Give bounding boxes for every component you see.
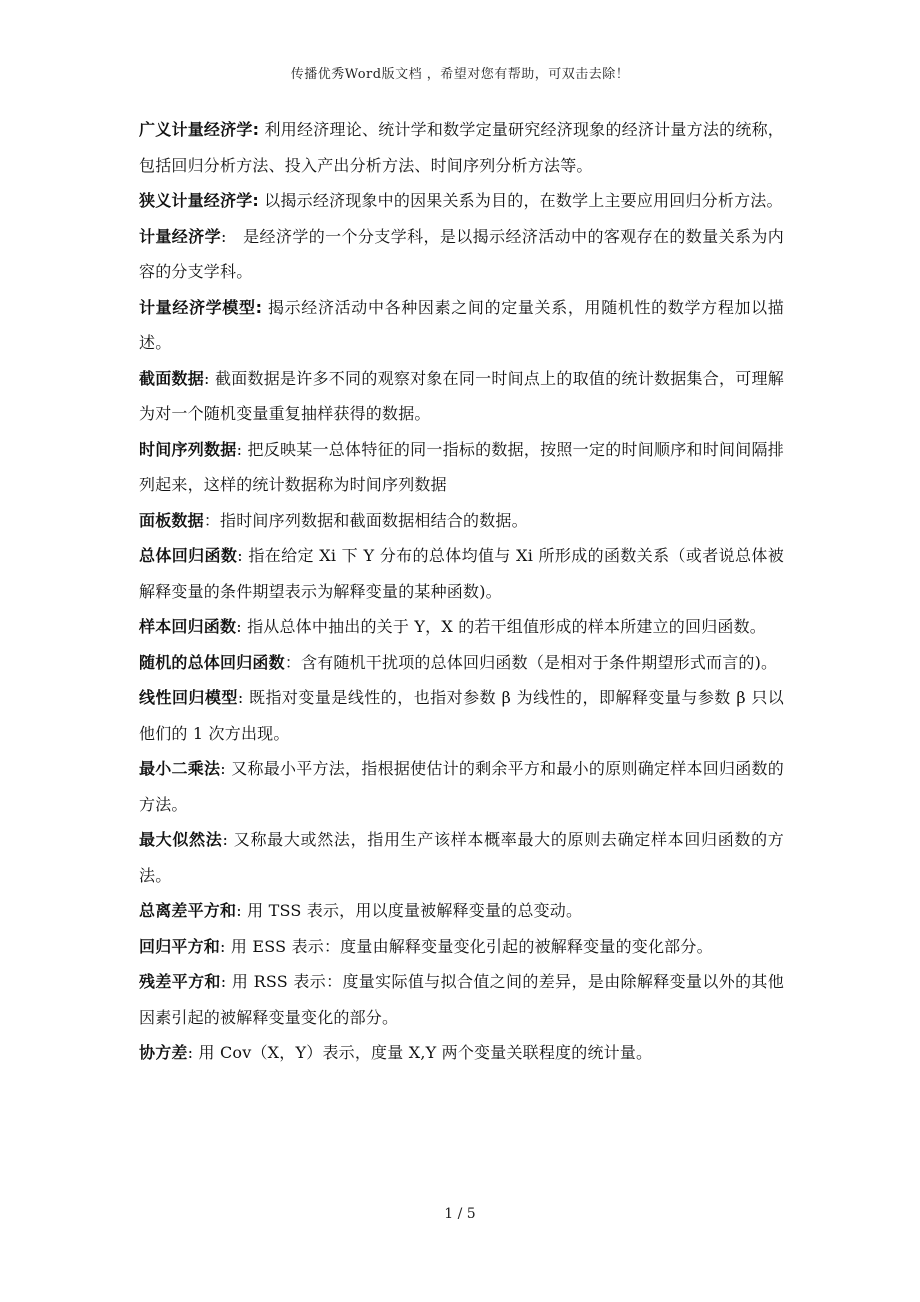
entry-definition: : 指从总体中抽出的关于 Y，X 的若干组值形成的样本所建立的回归函数。 bbox=[236, 617, 767, 636]
glossary-content bbox=[139, 112, 784, 1071]
entry-definition: : 又称最大或然法，指用生产该样本概率最大的原则去确定样本回归函数的方法。 bbox=[139, 830, 784, 885]
entry-term: 回归平方和 bbox=[139, 936, 221, 956]
entry-term: 计量经济学模型: bbox=[139, 297, 263, 317]
glossary-entry bbox=[139, 361, 784, 432]
page-number: 1 / 5 bbox=[444, 1206, 476, 1222]
entry-term: 最小二乘法 bbox=[139, 759, 221, 778]
entry-definition: 以揭示经济现象中的因果关系为目的，在数学上主要应用回归分析方法。 bbox=[259, 191, 783, 210]
glossary-entry bbox=[139, 645, 784, 681]
glossary-entry bbox=[139, 751, 784, 822]
glossary-entry bbox=[139, 538, 784, 609]
glossary-entry bbox=[139, 609, 784, 645]
glossary-entry bbox=[139, 183, 784, 219]
entry-definition: : 用 Cov（X，Y）表示，度量 X,Y 两个变量关联程度的统计量。 bbox=[187, 1043, 653, 1062]
entry-definition: : 把反映某一总体特征的同一指标的数据，按照一定的时间顺序和时间间隔排列起来，这样的统计数据称为时间序列数据 bbox=[139, 439, 784, 494]
entry-term: 协方差 bbox=[139, 1043, 188, 1062]
entry-term: 狭义计量经济学: bbox=[139, 191, 259, 210]
page-header: 传播优秀Word版文档 ，希望对您有帮助，可双击去除！ bbox=[290, 67, 630, 82]
entry-definition: ：指时间序列数据和截面数据相结合的数据。 bbox=[203, 510, 528, 530]
glossary-entry bbox=[139, 964, 784, 1035]
entry-definition: 揭示经济活动中各种因素之间的定量关系，用随机性的数学方程加以描述。 bbox=[139, 297, 784, 352]
entry-definition: : 用 ESS 表示：度量由解释变量变化引起的被解释变量的变化部分。 bbox=[220, 936, 713, 956]
entry-term: 截面数据 bbox=[139, 368, 205, 388]
glossary-entry bbox=[139, 112, 784, 183]
entry-definition: : 截面数据是许多不同的观察对象在同一时间点上的取值的统计数据集合，可理解为对一个随机变量重复抽样获得的数据。 bbox=[139, 368, 784, 423]
glossary-entry bbox=[139, 822, 784, 893]
entry-term: 总体回归函数 bbox=[139, 546, 238, 565]
entry-term: 时间序列数据 bbox=[139, 439, 237, 459]
entry-term: 样本回归函数 bbox=[139, 617, 237, 636]
entry-definition: : 既指对变量是线性的，也指对参数 β 为线性的，即解释变量与参数 β 只以他们的 1 次方出现。 bbox=[139, 688, 785, 743]
entry-definition: : 用 TSS 表示，用以度量被解释变量的总变动。 bbox=[236, 901, 583, 920]
glossary-entry bbox=[139, 290, 784, 361]
entry-definition: 利用经济理论、统计学和数学定量研究经济现象的经济计量方法的统称，包括回归分析方法、投入产出分析方法、时间序列分析方法等。 bbox=[139, 120, 784, 175]
entry-definition: : 是经济学的一个分支学科，是以揭示经济活动中的客观存在的数量关系为内容的分支学科。 bbox=[139, 226, 784, 281]
glossary-entry bbox=[139, 929, 784, 965]
entry-term: 线性回归模型 bbox=[139, 688, 238, 707]
entry-definition: : 用 RSS 表示：度量实际值与拟合值之间的差异，是由除解释变量以外的其他因素引起的被解释变量变化的部分。 bbox=[139, 972, 784, 1027]
entry-term: 计量经济学 bbox=[139, 226, 221, 246]
glossary-entry bbox=[139, 680, 784, 751]
glossary-entry bbox=[139, 219, 784, 290]
entry-definition: : 指在给定 Xi 下 Y 分布的总体均值与 Xi 所形成的函数关系（或者说总体被解释变量的条件期望表示为解释变量的某种函数)。 bbox=[139, 546, 784, 601]
entry-definition: ：含有随机干扰项的总体回归函数（是相对于条件期望形式而言的)。 bbox=[284, 652, 778, 672]
entry-term: 最大似然法 bbox=[139, 830, 223, 849]
entry-term: 广义计量经济学: bbox=[139, 120, 260, 139]
entry-definition: : 又称最小平方法，指根据使估计的剩余平方和最小的原则确定样本回归函数的方法。 bbox=[139, 759, 784, 814]
glossary-entry bbox=[139, 503, 784, 539]
entry-term: 总离差平方和 bbox=[139, 901, 237, 920]
glossary-entry bbox=[139, 432, 784, 503]
glossary-entry bbox=[139, 1035, 784, 1071]
entry-term: 面板数据 bbox=[139, 510, 204, 530]
entry-term: 残差平方和 bbox=[139, 972, 221, 991]
entry-term: 随机的总体回归函数 bbox=[139, 652, 285, 672]
glossary-entry bbox=[139, 893, 784, 929]
